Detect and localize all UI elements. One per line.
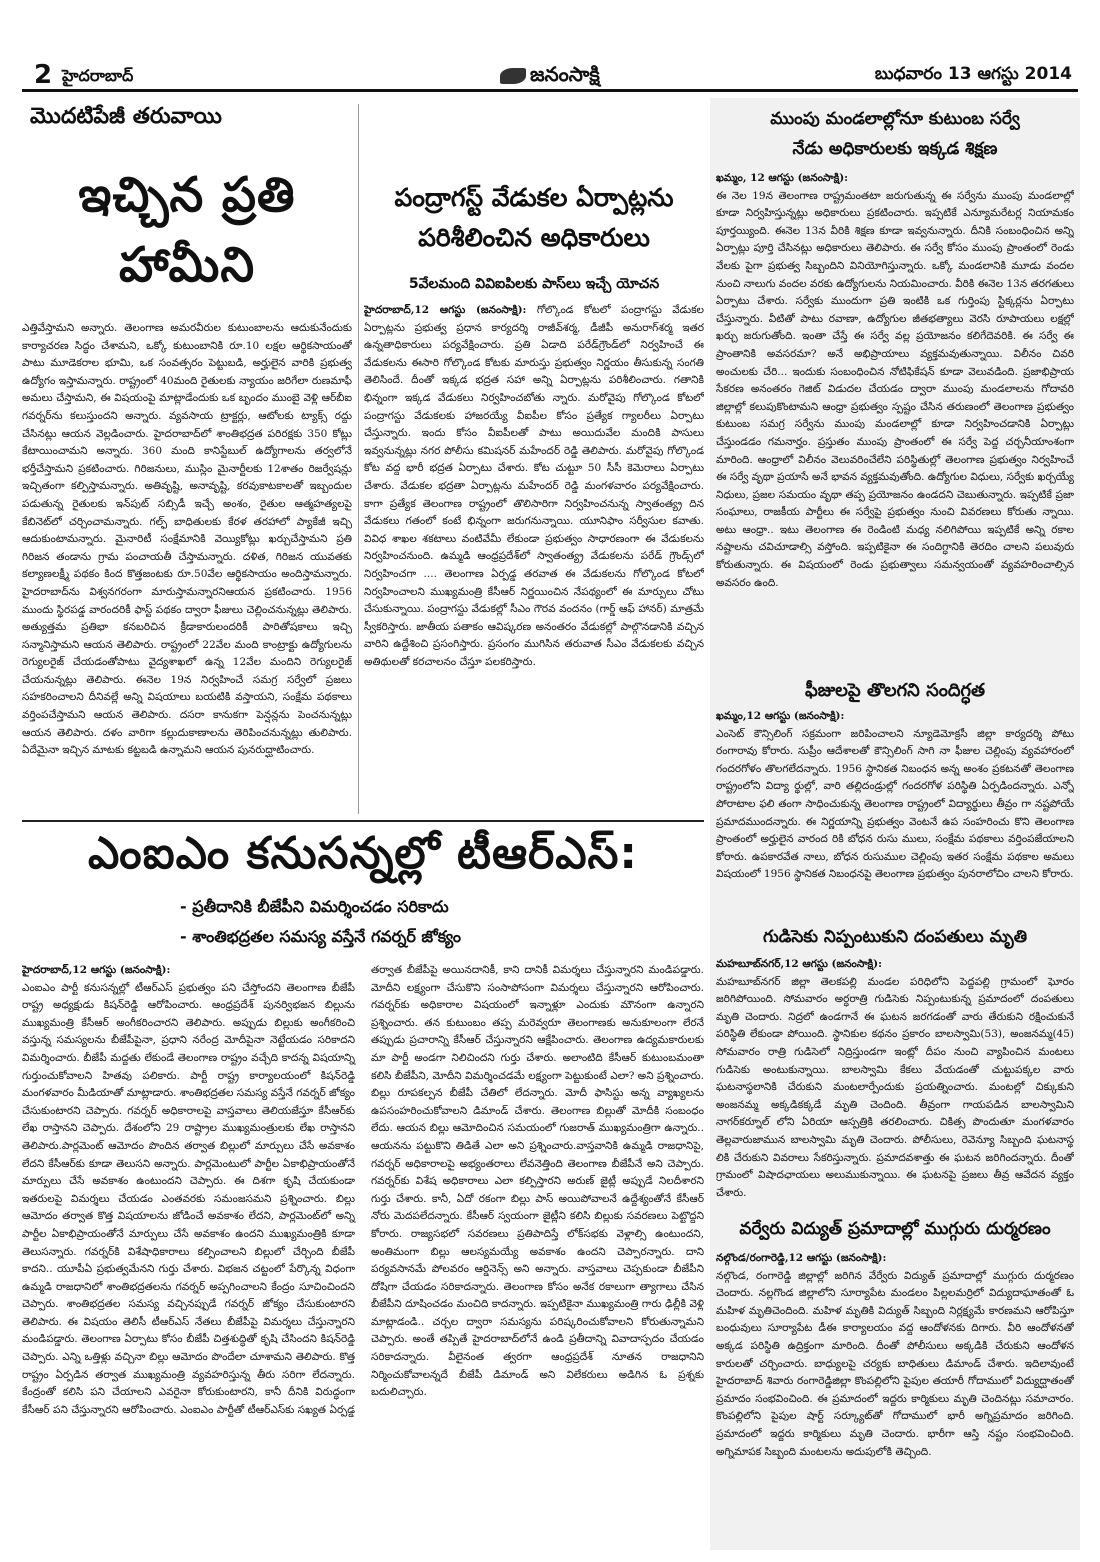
story2-headline-line1: పంద్రాగస్ట్ వేడుకల ఏర్పాట్లను (394, 183, 674, 212)
story3-body (22, 962, 704, 1550)
r3-text: మహబూబ్‌నగర్ జిల్లా తెలకపల్లి మండల పరిధిలోని పెద్దపల్లి గ్రామంలో ఘోరం జరిగిపోయింది. సోమవారం అర్ధరాత్రి గుడిసెకు నిప్పంటుకున్న ప్రమాదంలో దంపతులు మృతి చెందారు. నిద్రలో ఉండగానే ఈ ఘటన జరగడంతో వారు తేరుకుని రక్షించుకునే పరిస్థితి లేకుండా పోయింది. స్థానికుల కథనం ప్రకారం బాలస్వామి(53), అంజనమ్మ(45) సోమవారం రాత్రి గుడిసెలో నిద్రిస్తుండగా ఇంట్లో దీపం నుంచి వ్యాపించిన మంటలు గుడిసెకు అంటుకున్నాయి. బాలస్వామి కేకలు వేయడంతో చుట్టుపక్కల వారు ఘటనాస్థలానికి చేరుకుని మంటలార్పేందుకు ప్రయత్నించారు. మంటల్లో చిక్కుకుని అంజనమ్మ అక్కడికక్కడే మృతి చెందింది. తీవ్రంగా గాయపడిన బాలస్వామిని నాగర్‌కర్నూల్ లోని ఏరియా ఆస్పత్రికి తరలించారు. చికిత్స పొందుతూ మంగళవారం తెల్లవారుజామున బాలస్వామి మృతి చెందారు. పోలీసులు, రెవెన్యూ సిబ్బంది ఘటనాస్థ లికి చేరుకుని వివరాలు సేకరిస్తున్నారు. ప్రమాదవశాత్తు ఈ ఘటన జరిగిందన్నారు. దీంతో గ్రామంలో విషాదఛాయలు అలుముకున్నాయి. ఈ ఘటనపై ప్రజలు తీవ్ర ఆవేదన వ్యక్తం చేశారు. (716, 975, 1074, 1199)
masthead-icon (500, 68, 526, 84)
r1-text: ఈ నెల 19న తెలంగాణ రాష్ట్రమంతటా జరుగుతున్న ఈ సర్వేను ముంపు మండలాల్లో కూడా నిర్వహిస్తున్నట్లు అధికారులు ప్రకటించారు. ఇప్పటికే ఎన్యూమరేటర్ల నియామకం పూర్తయ్యింది. ఈనెల 13న వీరికి శిక్షణ కూడా ఇవ్వనున్నారు. దీనికి సంబంధించిన అన్ని ఏర్పాట్లు పూర్తి చేసినట్లు అధికారులు తెలిపారు. ఈ సర్వే కోసం ముంపు ప్రాంతంలో రెండు వేలకు పైగా ప్రభుత్వ సిబ్బందిని వినియోగిస్తున్నారు. ఒక్కో మండలానికి మూడు వందల నుంచి నాలుగు వందల వరకు ఉద్యోగులను నియమించారు. వీరికి ఈనెల 13న తరగతులు ఏర్పాటు చేశారు. సర్వేకు ముందుగా ప్రతి ఇంటికి ఒక గుర్తింపు స్టిక్కర్లను ఏర్పాటు చేస్తున్నారు. వీటితో పాటు రవాణా, ఉద్యోగుల జీతభత్యాలు వెరసి రూపాయలు లక్షల్లో ఖర్చు జరుగుతోంది. ఇంతా చేస్తే ఈ సర్వే వల్ల ప్రయోజనం కలిగేదెవరికి. ఈ సర్వే ఈ ప్రాంతానికి అవసరమా? అనే అభిప్రాయాలు వ్యక్తమవుతున్నాయి. విలీనం చివరి అంచులకు చేరి... ఇందుకు సంబంధించిన నోటిఫికేషన్ కూడా వెలువడింది. ప్రజాభిప్రాయ సేకరణ అనంతరం గెజిట్ విడుదల చేయడం ద్వారా ముంపు మండలాలను గోదావరి జిల్లాల్లో కలుపుకొంటామని ఆంధ్రా ప్రభుత్వం స్పష్టం చేసిన తరుణంలో తెలంగాణ ప్రభుత్వం కుటుంబ సమగ్ర సర్వేను ముంపు మండలాల్లో కూడా నిర్వహించడానికి ఏర్పాట్లు చేస్తుండడం గమనార్హం. ప్రస్తుతం ముంపు ప్రాంతంలో ఈ సర్వే పెద్ద చర్చనీయాంశంగా మారింది. ఆంధ్రాలో విలీనం వెలువరించేలేని పరిస్థితుల్లో తెలంగాణ ప్రభుత్వం నిర్వహించే ఈ సర్వే వృథా ప్రయాసే అనే భావన వ్యక్తమవుతోంది. ఉద్యోగుల విధులు, సర్వేకు ఖర్చయ్యే నిధులు, ప్రజల సమయం వృథా తప్ప ప్రయోజనం ఉండదని చెబుతున్నారు. ఇప్పటికే ప్రజా సంఘాలు, రాజకీయ పార్టీలు ఈ సర్వేపై ప్రభుత్వం నుంచి వివరణలు కోరుతు న్నాయి. అటు ఆంధ్రా.. ఇటు తెలంగాణ ఈ రెండింటి మధ్య నలిగిపోయి ఇప్పటికే అన్ని రకాల నష్టాలను చవిచూడాల్సి వస్తోంది. ఇప్పటికైనా ఈ సందిగ్ధానికి తెరదిం చాలని పలువురు కోరుతున్నారు. ఈ విషయంలో రెండు ప్రభుత్వాలు సమన్వయంతో వ్యవహరించాల్సిన అవసరం ఉంది. (716, 189, 1074, 589)
page-number: 2 (34, 60, 53, 90)
r4-body (716, 1250, 1074, 1550)
page-header (22, 56, 1078, 92)
r1-body (716, 170, 1074, 676)
r3-dateline: మహబూబ్‌నగర్,12 ఆగస్టు (జనంసాక్షి): (716, 958, 883, 970)
story1-kicker: మొదటిపేజీ తరువాయి (30, 104, 222, 129)
story2-headline-line2: పరిశీలించిన అధికారులు (418, 223, 650, 252)
r2-text: ఎంసెట్ కౌన్సిలింగ్ సక్రమంగా జరిపించాలని న్యూడెమోక్రసీ జిల్లా కార్యదర్శి పోటు రంగారావు కోరారు. సుప్రీం ఆదేశాలతో కౌన్సిలింగ్ సాగి నా ఫీజుల చెల్లింపు వ్యవహారంలో గందరగోళం తొలగలేదన్నారు. 1956 స్థానికత నిబంధన అన్న అంశం ప్రకటనతో తెలంగాణ రాష్ట్రంలోని విద్యా ర్థుల్లో, వారి తల్లిదండ్రుల్లో గందరగోళ పరిస్థితి ఏర్పడిందన్నారు. ఎన్నో పోరాటాల ఫలి తంగా సాధించుకున్న తెలంగాణ రాష్ట్రంలో విద్యార్థులు తీవ్రం గా నష్టపోయే ప్రమాదముందన్నారు. ఈ నిర్ణయాన్ని ప్రభుత్వం వెంటనే ఉప సంహరించు కొని తెలంగాణ ప్రాంతంలో అర్హులైన వారంద రికి బోధన రుసు ములు, సంక్షేమ పథకాలు వర్తింపజేయాలని కోరారు. ఉపకారవేత నాలు, బోధన రుసుముల చెల్లింపు ఇతర సంక్షేమ పథకాల అమలు విషయంలో 1956 స్థానికత నిబంధనపై తెలంగాణ ప్రభుత్వం పునరాలోచిం చాలని కోరారు. (716, 727, 1074, 881)
r1-headline (714, 104, 1076, 164)
story2-body (364, 302, 704, 814)
section-divider (22, 820, 704, 822)
city-label: హైదరాబాద్ (62, 66, 134, 85)
issue-date: బుధవారం 13 ఆగస్టు 2014 (874, 64, 1072, 84)
r4-headline: వర్వేరు విద్యుత్ ప్రమాదాల్లో ముగ్గురు దుర్మరణం (739, 1219, 1051, 1239)
r1-dateline: ఖమ్మం, 12 ఆగస్టు (జనంసాక్షి): (716, 172, 849, 184)
r4-text: నల్గొండ, రంగారెడ్డి జిల్లాల్లో జరిగిన వేర్వేరు విద్యుత్ ప్రమాదాల్లో ముగ్గురు దుర్మరణం చెందారు. నల్లగొండ జిల్లాలోని సూర్యాపేట మండలం పిల్లలమర్రిలో విద్యుదాఘాతంతో ఓ మహిళ మృతిచెందింది. మహిళ మృతికి విద్యుత్ సిబ్బంది నిర్లక్ష్యమే కారణమని ఆరోపిస్తూ బంధువులు సూర్యాపేట డీఈ కార్యాలయం వద్ద ఆందోళనకు దిగారు. వీరి ఆందోళనతో అక్కడ పరిస్థితి ఉద్రిక్తంగా మారింది. దీంతో పోలీసులు అక్కడికి చేరుకుని ఆందోళన కారులతో చర్చించారు. బాధ్యులపై చర్యకు బాధితులు డిమాండ్ చేశారు. ఇదిలావుంటే హైదరాబాద్ శివారు రంగారెడ్డిజిల్లా కొంపల్లిలోని పైపుల తయారీ గోదాములో విద్యుద్ఘాతంతో ప్రమాదం సంభవించింది. ఈ ప్రమాదంలో ఇద్దరు కార్మికులు మృతి చెందినట్లు సమాచారం. కొంపల్లిలోని పైపుల షార్ట్ సర్క్యూట్‌తో గోదాములో భారీ అగ్నిప్రమాదం జరిగింది. ప్రమాదంలో ఇద్దరు కార్మికులు మృతి చెందారు. భారీగా ఆస్తి నష్టం సంభవించింది. అగ్నిమాపక సిబ్బంది మంటలను అదుపులోకి తెచ్చింది. (716, 1269, 1074, 1458)
story2-deck: 5వేలమంది వివిఐపిలకు పాస్‌లు ఇచ్చే యోచన (408, 276, 660, 292)
r2-body (716, 708, 1074, 920)
story2-dateline: హైదరాబాద్,12 ఆగస్టు (జనంసాక్షి): (364, 304, 527, 316)
r1-headline-line2: నేడు అధికారులకు ఇక్కడ శిక్షణ (792, 139, 998, 159)
r2-dateline: ఖమ్మం,12 ఆగస్టు (జనంసాక్షి): (716, 710, 845, 722)
story3-deck1: - ప్రతీదానికి బీజేపీని విమర్శించడం సరికాదు (180, 897, 449, 916)
story3-deck2: - శాంతిభద్రతల సమస్య వస్తేనే గవర్నర్ జోక్యం (180, 927, 461, 946)
story3-decks (180, 892, 700, 956)
masthead-logo (500, 62, 600, 91)
masthead-text: జనంసాక్షి (530, 62, 600, 86)
story2-text: గోల్కొండ కోటలో పంద్రాగస్టు వేడుకల ఏర్పాట్లను ప్రభుత్వ ప్రధాన కార్యదర్శి రాజీవ్‌శర్మ, డీజీపీ అనురాగ్‌శర్మ ఇతర ఉన్నతాధికారులు పర్యవేక్షించారు. ప్రతి ఏడాది పరేడ్‌గ్రౌండ్‌లో నిర్వహించే ఈ వేడుకలను ఈసారి గోల్కొండ కోటకు మారుస్తు ప్రభుత్వం నిర్ణయం తీసుకున్న సంగతి తెలిసిందే. దీంతో ఇక్కడ భద్రత సహా అన్ని ఏర్పాట్లను పరిశీలించారు. గతానికి భిన్నంగా ఇక్కడ వేడుకలు నిర్వహించబోతు న్నారు. మరోవైపు గోల్కొండ కోటలో పంద్రాగస్టు వేడుకలకు హాజరయ్యే వీఐపీల కోసం ప్రత్యేక గ్యాలరీలు ఏర్పాటు చేస్తున్నారు. ఇందు కోసం వీఐపీలతో పాటు అయిదువేల మందికి పాసులు ఇవ్వనున్నట్లు నగర పోలీసు కమిషనర్ మహేందర్ రెడ్డి తెలిపారు. మరోవైపు గోల్కొండ కోట వద్ద భారీ భద్రత ఏర్పాటు చేశారు. కోట చుట్టూ 50 సీసీ కెమెరాలు ఏర్పాటు చేశారు. వేడుకల భద్రతా ఏర్పాట్లను మహేందర్ రెడ్డి మంగళవారం పర్యవేక్షించారు. కాగా ప్రత్యేక తెలంగాణ రాష్ట్రంలో తొలిసారిగా నిర్వహించనున్న స్వాతంత్య్ర దిన వేడుకలు గతంలో కంటే భిన్నంగా జరుగనున్నాయి. యూనిఫాం సర్వీసుల కవాతు. వివిధ శాఖల శకటాలు వంటివేమీ లేకుండా ప్రభుత్వం సాధారణంగా ఈ వేడుకలను నిర్వహించనుంది. ఉమ్మడి ఆంధ్రప్రదేశ్‌లో స్వాతంత్య్ర వేడుకలను పరేడ్ గ్రౌండ్స్‌లో నిర్వహించగా .... తెలంగాణ ఏర్పడ్డ తరవాత ఈ వేడుకలను గోల్కొండ కోటలో నిర్వహించాలని ముఖ్యమంత్రి కేసీఆర్ నిర్ణయించిన నేపథ్యంలో ఈ మార్పులు చోటు చేసుకున్నాయి. పంద్రాగస్టు వేడుకల్లో సీఎం గౌరవ వందనం (గార్డ్ ఆఫ్ హానర్) మాత్రమే స్వీకరిస్తారు. జాతీయ పతాకం ఆవిష్కరణ అనంతరం వేడుకల్లో పాల్గొనడానికి వచ్చిన వారిని ఉద్దేశించి ప్రసంగిస్తారు. ప్రసంగం ముగిసిన తరువాత సీఎం వేడుకలకు వచ్చిన అతిథులతో కరచాలనం చేస్తూ పలకరిస్తారు. (364, 304, 704, 668)
r3-body (716, 956, 1074, 1212)
r3-headline: గుడిసెకు నిప్పంటుకుని దంపతులు మృతి (762, 927, 1028, 947)
r2-headline: ఫీజులపై తొలగని సందిగ్ధత (804, 680, 986, 701)
story2-headline (364, 178, 704, 262)
story1-body: ఎత్తివేస్తామని అన్నారు. తెలంగాణ అమరవీరుల కుటుంబాలను ఆదుకునేందుకు కార్యాచరణ సిద్ధం చేశామని, ఒక్కో కుటుంబానికి రూ.10 లక్షల ఆర్థికసాయంతో పాటు మూడెకరాల భూమి, ఒక సంవత్సరం పెట్టుబడి, అర్హులైన వారికి ప్రభుత్వ ఉద్యోగం ఇస్తామన్నారు. రాష్ట్రంలో 40మంది రైతులకు న్యాయం జరిగేలా రుణమాఫీ అమలు చేస్తామని, ఈ విషయంపై మాట్లాడేందుకు ఒక బృందం ముంబై వెళ్లి ఆర్‌బీఐ గవర్నర్‌ను కలుస్తుందని అన్నారు. వ్యవసాయ ట్రాక్టర్లు, ఆటోలకు ట్యాక్స్ రద్దు చేసినట్లు ఆయన వెల్లడించారు. హైదరాబాద్‌లో శాంతిభద్రత పరిరక్షకు 350 కోట్లు కేటాయించామని అన్నారు. 360 మంది కానిస్టేబుల్ ఉద్యోగాలను తర్వలోనే భర్తీచేస్తామని ప్రకటించారు. గిరిజనులు, ముస్లిం మైనార్టీలకు 12శాతం రిజర్వేషన్లు ఇచ్చితంగా కల్పిస్తామన్నారు. అతివృష్టి, అనావృష్టి, కరవుకాటకాలతో ఇబ్బందుల పడుతున్న రైతులకు ఇన్‌పుట్ సబ్సిడీ ఇచ్చే అంశం, రైతుల ఆత్మహత్యలపై కేబినెట్‌లో చర్చించామన్నారు. గల్ఫ్ బాధితులకు కేరళ తరహాలో ప్యాకేజీ ఇచ్చి ఆదుకుంటామన్నారు. మైనారిటీ సంక్షేమానికి వెయ్యికోట్లు ఖర్చుచేస్తామని ప్రతి గిరిజన తండాను గ్రామ పంచాయతీ చేస్తామన్నారు. దళిత, గిరిజన యువతకు కల్యాణలక్ష్మీ పథకం కింద కొత్తజంటకు రూ.50వేల ఆర్థికసాయం అందిస్తామన్నారు. హైదరాబాద్‌ను విశ్వనగరంగా మారుస్తామన్నారనిఆయన ప్రకటించారు. 1956 ముందు స్థిరపడ్డ వారందరికీ ఫాస్ట్ పథకం ద్వారా ఫీజులు చెల్లించనున్నట్లు తెలిపారు. అత్యుత్తమ ప్రతిభా కనబరిచిన క్రీడాకారులందరికీ పారితోషకాలు ఇచ్చి సన్మానిస్తామని ఆయన తెలిపారు. రాష్ట్రంలో 22వేల మంది కాంట్రాక్టు ఉద్యోగులను రెగ్యులరైజ్ చేయడంతోపాటు వైద్యశాఖలో ఉన్న 12వేల మందిని రెగ్యులరైజ్ చేయనున్నట్లు తెలిపారు. ఈనెల 19న నిర్వహించే సమగ్ర సర్వేలో ప్రజలు సహకరించాలని దీనివల్లే అన్ని విషయాలు బయటికి వస్తాయని, సంక్షేమ పథకాలు వర్తింపచేస్తామని ఆయన తెలిపారు. దసరా కానుకగా పెన్షన్లను పెంచనున్నట్లు ఆయన తెలిపారు. దళం వారిగా కల్లుదుకాణాలను తెరిపించనున్నట్లు తులిపారు. ఏదేమైనా ఇచ్చిన మాటకు కట్టబడి ఉన్నామని ఆయన పునరుద్ఘాటించారు. (22, 322, 352, 757)
story3-text: ఎంఐఎం పార్టీ కనుసన్నల్లో టీఆర్ఎస్ ప్రభుత్వం పని చేస్తోందని తెలంగాణ బీజేపీ రాష్ట్ర అధ్యక్షుడు కిషన్‌రెడ్డి ఆరోపించారు. ఆంధ్రప్రదేశ్ పునర్విభజన బిల్లును ముఖ్యమంత్రి కేసీఆర్ అంగీకరించారని తెలిపారు. అప్పుడు బిల్లుకు అంగీకరించి వస్తున్న సమస్యలను బీజేపీపైనా, ప్రధాని నరేంద్ర మోదీపైనా నెట్టేయడం సరికాదని విమర్శించారు. బీజేపీ మద్దతు లేకుండే తెలంగాణ రాష్ట్రం వచ్చేది కాదన్న విషయాన్ని గుర్తుంచుకోవాలని హితవు పలికారు. పార్టీ రాష్ట్ర కార్యాలయంలో కిషన్‌రెడ్డి మంగళవారం మీడియాతో మాట్లాడారు. శాంతిభద్రతల సమస్య వస్తేనే గవర్నర్ జోక్యం చేసుకుంటారని చెప్పారు. గవర్నర్ అధికారాలపై వాస్తవాలు తెలియజేస్తూ కేసీఆర్‌కు లేఖ రాస్తానని చెప్పారు. దేశంలోని 29 రాష్ట్రాల ముఖ్యమంత్రులకు లేఖ రాస్తానని తెలిపారు.పార్లమెంట్ ఆమోదం పొందిన తర్వాత బిల్లులో మార్పులు చేసే అవకాశం లేదని కేసీఆర్‌కు కూడా తెలుసని అన్నారు. పార్లమెంటులో పార్టీల ఏకాభిప్రాయంతోనే మార్పులు చేసే అవకాశం ఉంటుందని చెప్పారు. ఈ దిశగా కృషి చేయకుండా ఇతరులపై విమర్శలు చేయడం ఎంతవరకు సమంజసమని ప్రశ్నించారు. బిల్లు ఆమోదం తర్వాత కొత్త విషయాలను జోడించే అవకాశం లేదని, పార్లమెంట్‌లో అన్ని పార్టీల ఏకాభిప్రాయంతోనే మార్పులు చేసే అవకాశం ఉందని ముఖ్యమంత్రికి కూడా తెలుసన్నారు. గవర్నర్‌కి విశేషాధికారాలు కల్పించాలని బిల్లులో చేర్చింది బీజేపీ కాదని.. యూపీఏ ప్రభుత్వమేనని గుర్తు చేశారు. విభజన చట్టంలో పేర్కొన్న విధంగా ఉమ్మడి రాజధానిలో శాంతిభద్రతలను గవర్నర్ అప్పగించాలని కేంద్రం సూచించిందని చెప్పారు. శాంతిభద్రతల సమస్య వచ్చినప్పుడే గవర్నర్ జోక్యం చేసుకుంటారని తెలిపారు. ఈ విషయం తెలిసీ టీఆర్ఎస్ నేతలు బీజేపీపై విమర్శలు చేస్తున్నారని మండిపడ్డారు. తెలంగాణ ఏర్పాటు కోసం బీజేపీ చిత్తశుద్ధితో కృషి చేసిందని కిషన్‌రెడ్డి చెప్పారు. ఎన్ని ఒత్తిళ్లు వచ్చినా బిల్లు ఆమోదం పొందేలా చూశామని తెలిపారు. కొత్త రాష్ట్రం ఏర్పడిన తర్వాత ముఖ్యమంత్రి వ్యవహరిస్తున్న తీరు సరిగా లేదన్నారు. కేంద్రంతో కలిసి పని చేయాలని ఎవరైనా కోరుకుంటారని, కానీ దీనికి విరుద్ధంగా కేసీఆర్ పని చేస్తున్నారని ఆరోపించారు. ఎంఐఎం పార్టీతో టీఆర్ఎస్‌కు సఖ్యత ఏర్పడ్డ తర్వాత బీజేపీపై అయినదానికీ, కాని దానికీ విమర్శలు చేస్తున్నారని మండిపడ్డారు. మోదీని లక్ష్యంగా చేసుకొని సంసాపోసంగా విమర్శలు చేస్తున్నారని ఆరోపించారు. గవర్నర్‌కు అధికారాల విషయంలో ఇన్నాళ్లూ ఎందుకు మౌనంగా ఉన్నారని ప్రశ్నించారు. తన కుటుంబం తప్ప మరెవ్వరూ తెలంగాణకు అనుకూలంగా లేరనే తప్పుడు ప్రచారాన్ని కేసీఆర్ చేస్తున్నారని ఆక్షేపించారు. తెలంగాణ ఉద్యమకారులకు మా పార్టీ అండగా నిలిచిందని గుర్తు చేశారు. అలాంటిది కేసీఆర్ కుటుంబమంతా కలిసి బీజేపీని, మోదీని విమర్శించడమే లక్ష్యంగా పెట్టుకుంటే ఎలా? అని ప్రశ్నించారు. బిల్లు రూపకల్పన బీజేపీ చేతిలో లేదన్నారు. మోదీ ఫాసిస్టు అన్న వ్యాఖ్యలను ఉపసంహరించుకోవాలని డిమాండ్ చేశారు. తెలంగాణ బిల్లుతో మోదీకి సంబంధం లేదు. ఆయన బిల్లు ఆమోదించిన సమయంలో గుజరాత్ ముఖ్యమంత్రిగా ఉన్నారు.. ఆయనను పట్టుకొని తిడితే ఎలా అని ప్రశ్నించారు.వాస్తవానికి ఉమ్మడి రాజధానిపై, గవర్నర్ అధికారాలపై అభ్యంతరాలు లేవనెత్తింది తెలంగాణ బీజేపీనే అని చెప్పారు. గవర్నర్‌కు విశేష అధికారాలు ఎలా కల్పిస్తారని అరుణ్ జైట్లీ అప్పుడే నిలదీశారని గుర్తు చేశారు. కానీ, ఏదో రకంగా బిల్లు పాస్ అయిపోవాలనే ఉద్దేశ్యంతోనే కేసీఆర్ నోరు మెదపలేదన్నారు. కేసీఆర్ స్వయంగా జైట్లీని కలిసి బిల్లుకు సవరణలు పెట్టొద్దని కోరారు. రాజ్యసభలో సవరణలు ప్రతిపాదిస్తే లోక్‌సభకు వెళ్లాల్సి ఉంటుందని, అంతిమంగా బిల్లు ఆలస్యమయ్యే అవకాశం ఉందని చెప్పారన్నారు. దాని పర్యవసానమే పోలవరం ఆర్డినెన్స్ అని అన్నారు. వాస్తవాలు చెప్పకుండా బీజేపీని దోషిగా చేయడం సరికాదన్నారు. తెలంగాణ కోసం అనేక రకాలుగా త్యాగాలు చేసిన బీజేపీని దూషించడం మంచిది కాదన్నారు. ఇప్పటికైనా ముఖ్యమంత్రి గారు ఢిల్లీకి వెళ్లి మాట్లాడండి.. చర్చల ద్వారా సమస్యను పరిష్కరించుకోవాలని కోరుతున్నామని చెప్పారు. అంతే తప్పితే హైదరాబాద్‌లోనే ఉండి ప్రతీదాన్ని వివాదాస్పదం చేయడం సరికాదన్నారు. వీలైనంత త్వరగా ఆంధ్రప్రదేశ్ నూతన రాజధానిని నిర్మించుకోవాలన్నదే బీజేపీ డిమాండ్ అని విలేకరులు అడిగిన ఓ ప్రశ్నకు బదులిచ్చారు. (22, 964, 704, 1416)
story1-headline (22, 160, 352, 300)
story1-headline-line1: ఇచ్చిన ప్రతి హామీని (78, 167, 296, 293)
story3-headline: ఎంఐఎం కనుసన్నల్లో టీఆర్ఎస్: (88, 828, 638, 879)
column-rule (358, 104, 359, 814)
r1-headline-line1: ముంపు మండలాల్లోనూ కుటుంబ సర్వే (770, 109, 1020, 129)
story3-dateline: హైదరాబాద్,12 ఆగస్టు (జనంసాక్షి): (22, 964, 171, 976)
r4-dateline: నల్గొండ/రంగారెడ్డి,12 ఆగస్టు (జనంసాక్షి): (716, 1252, 887, 1264)
